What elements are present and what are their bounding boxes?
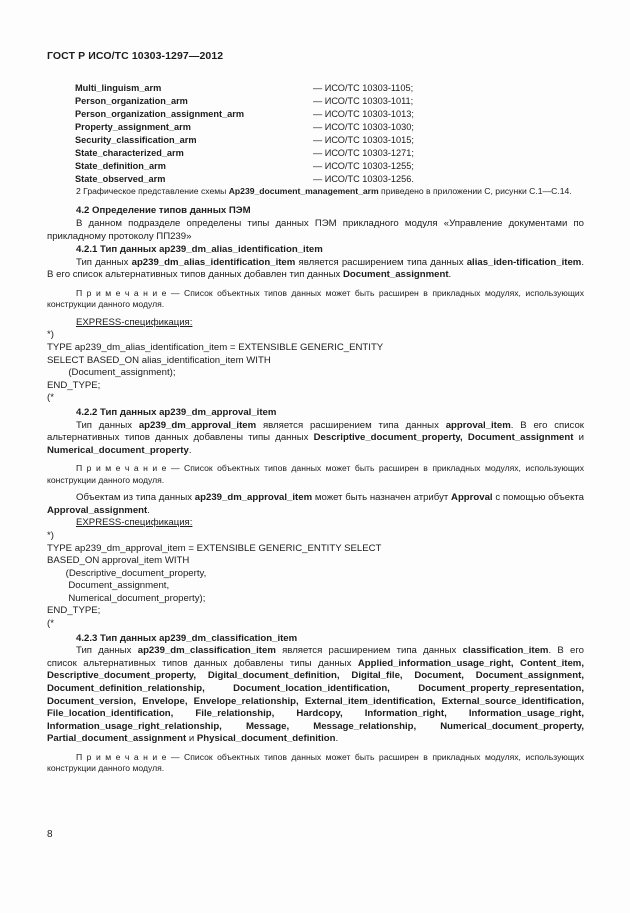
text: . [188, 444, 192, 456]
section-heading-4-2: 4.2 Определение типов данных ПЭМ [76, 205, 251, 217]
reference-row [75, 121, 495, 134]
text: Тип данных [76, 419, 139, 431]
type-name: ap239_dm_approval_item [194, 492, 313, 504]
section-paragraph [47, 492, 584, 517]
section-paragraph: В данном подразделе определены типы данных ПЭМ прикладного модуля «Управление документами по прикладному протоколу ПП239» [47, 218, 584, 242]
note-text: — Список объектных типов данных может быть расширен в прикладных модулях, использующих конструкции данного модуля. [47, 463, 584, 485]
section-heading-4-2-3: 4.2.3 Тип данных ap239_dm_classification_item [76, 632, 298, 644]
section-heading-4-2-1: 4.2.1 Тип данных ap239_dm_alias_identification_item [76, 244, 323, 256]
type-name-list: Applied_information_usage_right, Content_item, Descriptive_document_property, Digital_document_definition, Digital_file, Document, Document_assignment, Document_definition_relationship, Document_location_identification, Document_property_representation, Document_version, Envelope, Envelope_relationship, External_item_identification, External_source_identification, File_location_identification, File_relationship, Hardcopy, Information_right, Information_usage_right, Information_usage_right_relationship, Message, Message_relationship, Numerical_document_property, Partial_document_assignment [47, 657, 584, 745]
note [47, 752, 584, 775]
text: . [147, 504, 150, 516]
text: и [573, 432, 584, 444]
note-label: П р и м е ч а н и е [76, 287, 167, 298]
type-name: Descriptive_document_property, Document_assignment [313, 432, 574, 444]
type-name: Numerical_document_property [47, 444, 189, 456]
standard-reference: — ИСО/ТС 10303-1105; [313, 83, 414, 93]
text: . В его список альтернативных типов данных добавлен тип данных [47, 256, 585, 281]
express-label: EXPRESS-спецификация: [76, 517, 193, 529]
module-name: Person_organization_assignment_arm [75, 109, 244, 119]
note-text: — Список объектных типов данных может быть расширен в прикладных модулях, использующих конструкции данного модуля. [47, 287, 584, 310]
note-label: П р и м е ч а н и е [76, 463, 167, 474]
standard-reference: — ИСО/ТС 10303-1015; [313, 135, 414, 145]
module-name: Security_classification_arm [75, 135, 197, 145]
standard-reference: — ИСО/ТС 10303-1255; [313, 161, 414, 171]
note-graphical-representation [47, 186, 584, 197]
text: . В его список альтернативных типов данных добавлены типы данных [47, 419, 584, 444]
note-text: приведено в приложении С, рисунки С.1—С.14. [378, 186, 572, 196]
page-number: 8 [47, 829, 53, 840]
standard-reference: — ИСО/ТС 10303-1013; [313, 109, 414, 119]
text: является расширением типа данных [256, 419, 446, 431]
type-name: Document_assignment [342, 269, 449, 281]
schema-name: Ap239_document_management_arm [228, 186, 379, 196]
module-name: Property_assignment_arm [75, 122, 191, 132]
text: является расширением типа данных [275, 645, 463, 657]
note-text: 2 Графическое представление схемы [76, 186, 229, 196]
reference-row [75, 147, 495, 160]
text: может быть назначен атрибут [312, 492, 452, 504]
section-paragraph [47, 645, 584, 746]
text: Тип данных [76, 256, 132, 268]
standard-reference: — ИСО/ТС 10303-1256. [313, 174, 414, 184]
type-name: approval_item [445, 419, 511, 431]
section-heading-4-2-2: 4.2.2 Тип данных ap239_dm_approval_item [76, 406, 277, 418]
text: . [448, 269, 452, 281]
module-name: State_characterized_arm [75, 148, 184, 158]
reference-row [75, 108, 495, 121]
reference-row [75, 134, 495, 147]
text: и [186, 733, 197, 745]
note-text: — Список объектных типов данных может быть расширен в прикладных модулях, использующих конструкции данного модуля. [47, 752, 584, 774]
express-label: EXPRESS-спецификация: [76, 316, 193, 328]
standard-reference: — ИСО/ТС 10303-1030; [313, 122, 414, 132]
reference-row [75, 173, 495, 186]
module-name: State_observed_arm [75, 174, 166, 184]
note [47, 288, 584, 311]
text: . [335, 733, 339, 745]
note-label: П р и м е ч а н и е [76, 752, 167, 762]
express-code-block: *) TYPE ap239_dm_alias_identification_item = EXTENSIBLE GENERIC_ENTITY SELECT BASED_ON alias_identification_item WITH (Document_assignment); END_TYPE; (* [47, 329, 384, 404]
module-name: Person_organization_arm [75, 96, 188, 106]
module-name: State_definition_arm [75, 161, 166, 171]
reference-row [75, 160, 495, 173]
text: Тип данных [76, 645, 138, 657]
text: является расширением типа данных [295, 256, 467, 268]
type-name: Physical_document_definition [196, 733, 336, 745]
standard-reference: — ИСО/ТС 10303-1011; [313, 96, 414, 106]
document-body [47, 186, 584, 781]
section-paragraph [47, 257, 584, 282]
reference-row [75, 82, 495, 95]
text: с помощью объекта [492, 492, 584, 504]
text: Объектам из типа данных [76, 492, 195, 504]
note [47, 463, 584, 486]
type-name: classification_item [462, 645, 549, 657]
module-reference-list [75, 82, 495, 186]
type-name: alias_iden-tification_item [466, 256, 582, 268]
type-name: Approval_assignment [47, 504, 148, 516]
standard-reference: — ИСО/ТС 10303-1271; [313, 148, 414, 158]
type-name: ap239_dm_classification_item [137, 645, 276, 657]
type-name: ap239_dm_approval_item [138, 419, 257, 431]
page-header: ГОСТ Р ИСО/ТС 10303-1297—2012 [47, 50, 224, 62]
type-name: ap239_dm_alias_identification_item [131, 256, 296, 268]
express-code-block: *) TYPE ap239_dm_approval_item = EXTENSIBLE GENERIC_ENTITY SELECT BASED_ON approval_item WITH (Descriptive_document_property, Document_assignment, Numerical_document_property); END_TYPE; (* [47, 529, 382, 630]
text: . В его список альтернативных типов данных добавлены типы данных [47, 645, 585, 669]
type-name: Approval [451, 492, 493, 504]
reference-row [75, 95, 495, 108]
module-name: Multi_linguism_arm [75, 83, 162, 93]
section-paragraph [47, 420, 584, 458]
